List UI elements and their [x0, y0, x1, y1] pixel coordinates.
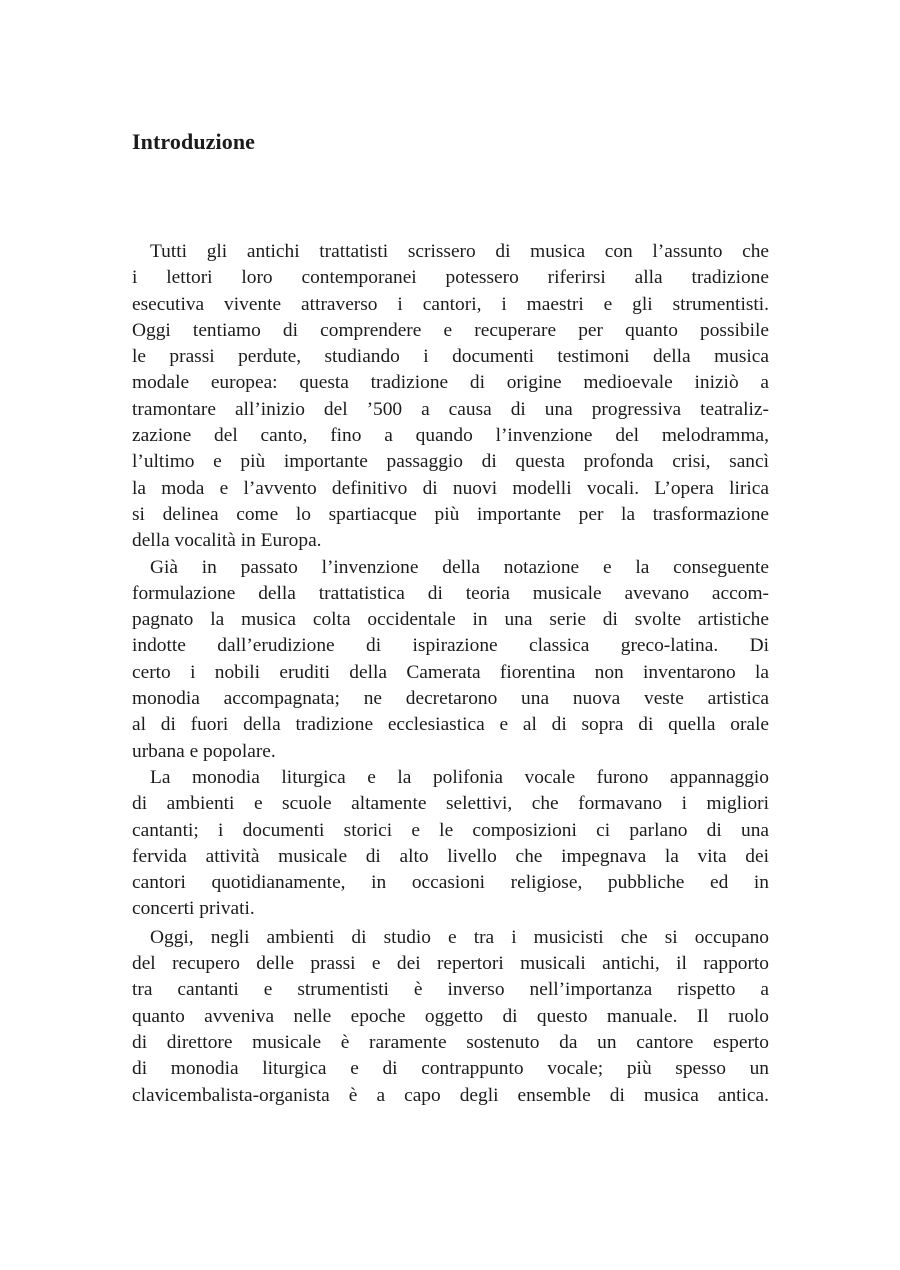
text-line: formulazione della trattatistica di teoria musicale avevano accom- — [132, 582, 769, 604]
text-line: di ambienti e scuole altamente selettivi, che formavano i migliori — [132, 793, 769, 815]
text-line: le prassi perdute, studiando i documenti testimoni della musica — [132, 346, 769, 368]
text-line: i lettori loro contemporanei potessero riferirsi alla tradizione — [132, 267, 769, 289]
text-line: del recupero delle prassi e dei repertori musicali antichi, il rapporto — [132, 953, 769, 975]
text-line: di direttore musicale è raramente sostenuto da un cantore esperto — [132, 1031, 769, 1053]
text-line: urbana e popolare. — [132, 740, 276, 762]
text-line: cantori quotidianamente, in occasioni religiose, pubbliche ed in — [132, 872, 769, 894]
text-line: clavicembalista-organista è a capo degli ensemble di musica antica. — [132, 1084, 769, 1106]
text-line: La monodia liturgica e la polifonia vocale furono appannaggio — [150, 766, 769, 788]
paragraph-3 — [132, 765, 769, 923]
text-line: Oggi, negli ambienti di studio e tra i musicisti che si occupano — [150, 926, 769, 948]
text-line: l’ultimo e più importante passaggio di questa profonda crisi, sancì — [132, 451, 769, 473]
text-line: si delinea come lo spartiacque più importante per la trasformazione — [132, 503, 769, 525]
text-line: zazione del canto, fino a quando l’invenzione del melodramma, — [132, 425, 769, 447]
text-line: di monodia liturgica e di contrappunto vocale; più spesso un — [132, 1058, 769, 1080]
text-line: concerti privati. — [132, 898, 255, 920]
text-line: Già in passato l’invenzione della notazione e la conseguente — [150, 556, 769, 578]
text-line: cantanti; i documenti storici e le composizioni ci parlano di una — [132, 819, 769, 841]
text-line: esecutiva vivente attraverso i cantori, i maestri e gli strumentisti. — [132, 293, 769, 315]
text-line: al di fuori della tradizione ecclesiastica e al di sopra di quella orale — [132, 714, 769, 736]
chapter-heading: Introduzione — [132, 129, 256, 154]
text-line: pagnato la musica colta occidentale in una serie di svolte artistiche — [132, 609, 769, 631]
text-line: modale europea: questa tradizione di origine medioevale iniziò a — [132, 372, 769, 394]
body-text — [132, 239, 769, 1109]
paragraph-1 — [132, 239, 769, 555]
text-line: Oggi tentiamo di comprendere e recuperare per quanto possibile — [132, 319, 769, 341]
text-line: tramontare all’inizio del ’500 a causa di una progressiva teatraliz- — [132, 398, 769, 420]
text-line: Tutti gli antichi trattatisti scrissero di musica con l’assunto che — [150, 241, 769, 262]
text-line: monodia accompagnata; ne decretarono una nuova veste artistica — [132, 688, 769, 710]
text-line: fervida attività musicale di alto livello che impegnava la vita dei — [132, 845, 769, 867]
paragraph-4 — [132, 925, 769, 1109]
text-line: della vocalità in Europa. — [132, 530, 322, 552]
text-line: tra cantanti e strumentisti è inverso nell’importanza rispetto a — [132, 979, 769, 1001]
paragraph-2 — [132, 555, 769, 765]
text-line: la moda e l’avvento definitivo di nuovi modelli vocali. L’opera lirica — [132, 477, 769, 499]
text-line: certo i nobili eruditi della Camerata fiorentina non inventarono la — [132, 661, 769, 683]
text-line: quanto avveniva nelle epoche oggetto di questo manuale. Il ruolo — [132, 1005, 769, 1027]
text-line: indotte dall’erudizione di ispirazione classica greco-latina. Di — [132, 635, 769, 657]
